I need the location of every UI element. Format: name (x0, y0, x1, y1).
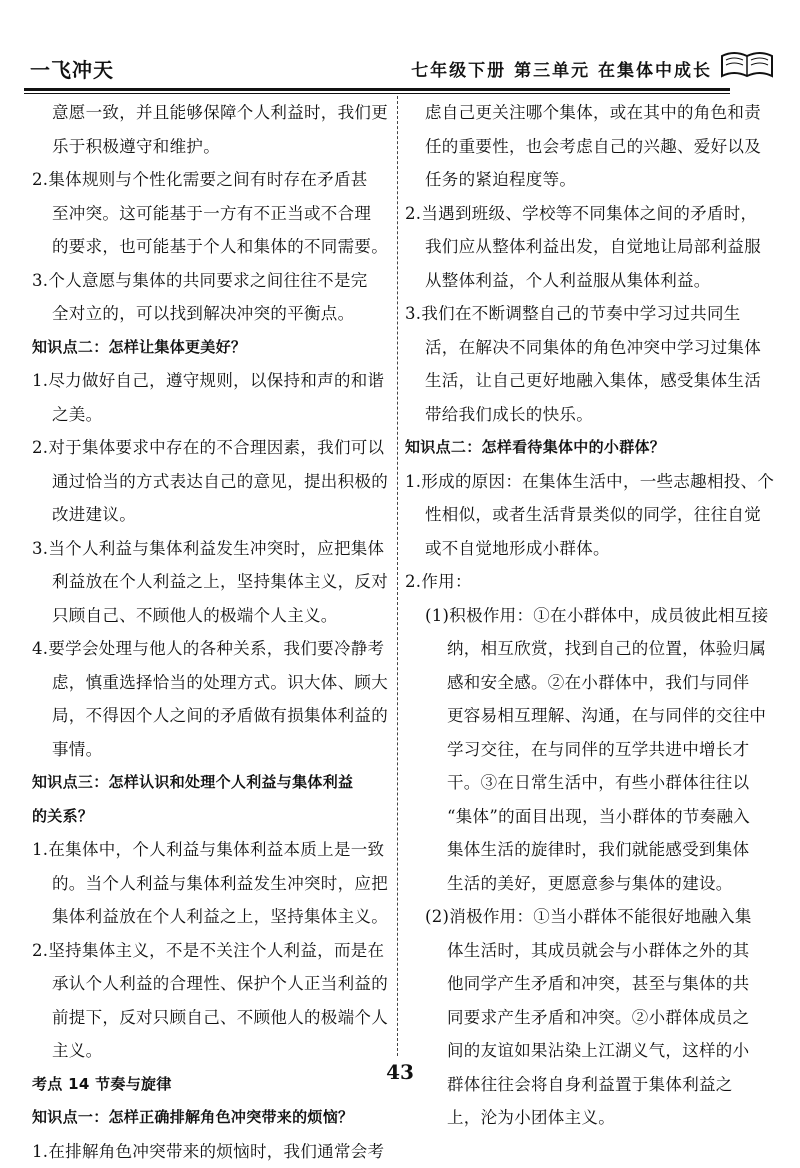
left-text-line: 3.个人意愿与集体的共同要求之间往往不是完 (32, 264, 392, 298)
left-text-line: 至冲突。这可能基于一方有不正当或不合理 (32, 197, 392, 231)
left-text-line: 只顾自己、不顾他人的极端个人主义。 (32, 599, 392, 633)
left-text-line: 前提下，反对只顾自己、不顾他人的极端个人 (32, 1001, 392, 1035)
right-text-line: (2)消极作用：①当小群体不能很好地融入集 (405, 900, 771, 934)
header-rule-thin (24, 93, 730, 94)
left-text-line: 通过恰当的方式表达自己的意见，提出积极的 (32, 465, 392, 499)
right-text-line: 他同学产生矛盾和冲突，甚至与集体的共 (405, 967, 771, 1001)
left-text-line: 3.当个人利益与集体利益发生冲突时，应把集体 (32, 532, 392, 566)
book-decoration-icon (718, 46, 776, 82)
left-heading-line: 知识点三：怎样认识和处理个人利益与集体利益 (32, 766, 392, 800)
left-text-line: 局，不得因个人之间的矛盾做有损集体利益的 (32, 699, 392, 733)
right-text-line: 上，沦为小团体主义。 (405, 1101, 771, 1135)
left-column (32, 96, 392, 1168)
right-text-line: 群体往往会将自身利益置于集体利益之 (405, 1068, 771, 1102)
left-text-line: 集体利益放在个人利益之上，坚持集体主义。 (32, 900, 392, 934)
right-text-line: 性相似，或者生活背景类似的同学，往往自觉 (405, 498, 771, 532)
left-text-line: 的要求，也可能基于个人和集体的不同需要。 (32, 230, 392, 264)
left-text-line: 1.尽力做好自己，遵守规则，以保持和声的和谐 (32, 364, 392, 398)
left-text-line: 改进建议。 (32, 498, 392, 532)
right-text-line: 干。③在日常生活中，有些小群体往往以 (405, 766, 771, 800)
right-heading-line: 知识点二：怎样看待集体中的小群体？ (405, 431, 771, 465)
right-text-line: 体生活时，其成员就会与小群体之外的其 (405, 934, 771, 968)
right-text-line: 3.我们在不断调整自己的节奏中学习过共同生 (405, 297, 771, 331)
left-text-line: 2.对于集体要求中存在的不合理因素，我们可以 (32, 431, 392, 465)
left-text-line: 主义。 (32, 1034, 392, 1068)
left-text-line: 4.要学会处理与他人的各种关系，我们要冷静考 (32, 632, 392, 666)
right-text-line: 同要求产生矛盾和冲突。②小群体成员之 (405, 1001, 771, 1035)
left-text-line: 1.在集体中，个人利益与集体利益本质上是一致 (32, 833, 392, 867)
right-text-line: 生活的美好，更愿意参与集体的建设。 (405, 867, 771, 901)
column-divider (397, 96, 398, 1056)
left-text-line: 全对立的，可以找到解决冲突的平衡点。 (32, 297, 392, 331)
right-text-line: 间的友谊如果沾染上江湖义气，这样的小 (405, 1034, 771, 1068)
left-text-line: 2.集体规则与个性化需要之间有时存在矛盾甚 (32, 163, 392, 197)
right-text-line: 集体生活的旋律时，我们就能感受到集体 (405, 833, 771, 867)
left-text-line: 事情。 (32, 733, 392, 767)
right-text-line: 生活，让自己更好地融入集体，感受集体生活 (405, 364, 771, 398)
left-text-line: 利益放在个人利益之上，坚持集体主义，反对 (32, 565, 392, 599)
right-text-line: 学习交往，在与同伴的互学共进中增长才 (405, 733, 771, 767)
page-header (24, 52, 776, 86)
left-text-line: 意愿一致，并且能够保障个人利益时，我们更 (32, 96, 392, 130)
right-text-line: 任务的紧迫程度等。 (405, 163, 771, 197)
right-text-line: 我们应从整体利益出发，自觉地让局部利益服 (405, 230, 771, 264)
left-text-line: 之美。 (32, 398, 392, 432)
header-rule (24, 88, 730, 91)
left-heading-line: 知识点二：怎样让集体更美好？ (32, 331, 392, 365)
left-heading-line: 考点 14 节奏与旋律 (32, 1068, 392, 1102)
right-column (405, 96, 771, 1135)
brand-logo: 一飞冲天 (30, 54, 114, 83)
right-text-line: 任的重要性，也会考虑自己的兴趣、爱好以及 (405, 130, 771, 164)
left-heading-line: 知识点一：怎样正确排解角色冲突带来的烦恼？ (32, 1101, 392, 1135)
right-text-line: 或不自觉地形成小群体。 (405, 532, 771, 566)
right-text-line: 2.作用： (405, 565, 771, 599)
right-text-line: 从整体利益，个人利益服从集体利益。 (405, 264, 771, 298)
right-text-line: 活，在解决不同集体的角色冲突中学习过集体 (405, 331, 771, 365)
left-text-line: 2.坚持集体主义，不是不关注个人利益，而是在 (32, 934, 392, 968)
left-text-line: 承认个人利益的合理性、保护个人正当利益的 (32, 967, 392, 1001)
right-text-line: 2.当遇到班级、学校等不同集体之间的矛盾时， (405, 197, 771, 231)
page-number: 43 (0, 1060, 800, 1084)
left-text-line: 乐于积极遵守和维护。 (32, 130, 392, 164)
left-heading-line: 的关系？ (32, 800, 392, 834)
left-text-line: 1.在排解角色冲突带来的烦恼时，我们通常会考 (32, 1135, 392, 1168)
left-text-line: 虑，慎重选择恰当的处理方式。识大体、顾大 (32, 666, 392, 700)
right-text-line: 纳，相互欣赏，找到自己的位置，体验归属 (405, 632, 771, 666)
right-text-line: 1.形成的原因：在集体生活中，一些志趣相投、个 (405, 465, 771, 499)
left-text-line: 的。当个人利益与集体利益发生冲突时，应把 (32, 867, 392, 901)
right-text-line: 更容易相互理解、沟通，在与同伴的交往中 (405, 699, 771, 733)
right-text-line: 虑自己更关注哪个集体，或在其中的角色和责 (405, 96, 771, 130)
right-text-line: 感和安全感。②在小群体中，我们与同伴 (405, 666, 771, 700)
book-title: 七年级下册 第三单元 在集体中成长 (411, 56, 712, 81)
right-text-line: “集体”的面目出现，当小群体的节奏融入 (405, 800, 771, 834)
right-text-line: 带给我们成长的快乐。 (405, 398, 771, 432)
right-text-line: (1)积极作用：①在小群体中，成员彼此相互接 (405, 599, 771, 633)
